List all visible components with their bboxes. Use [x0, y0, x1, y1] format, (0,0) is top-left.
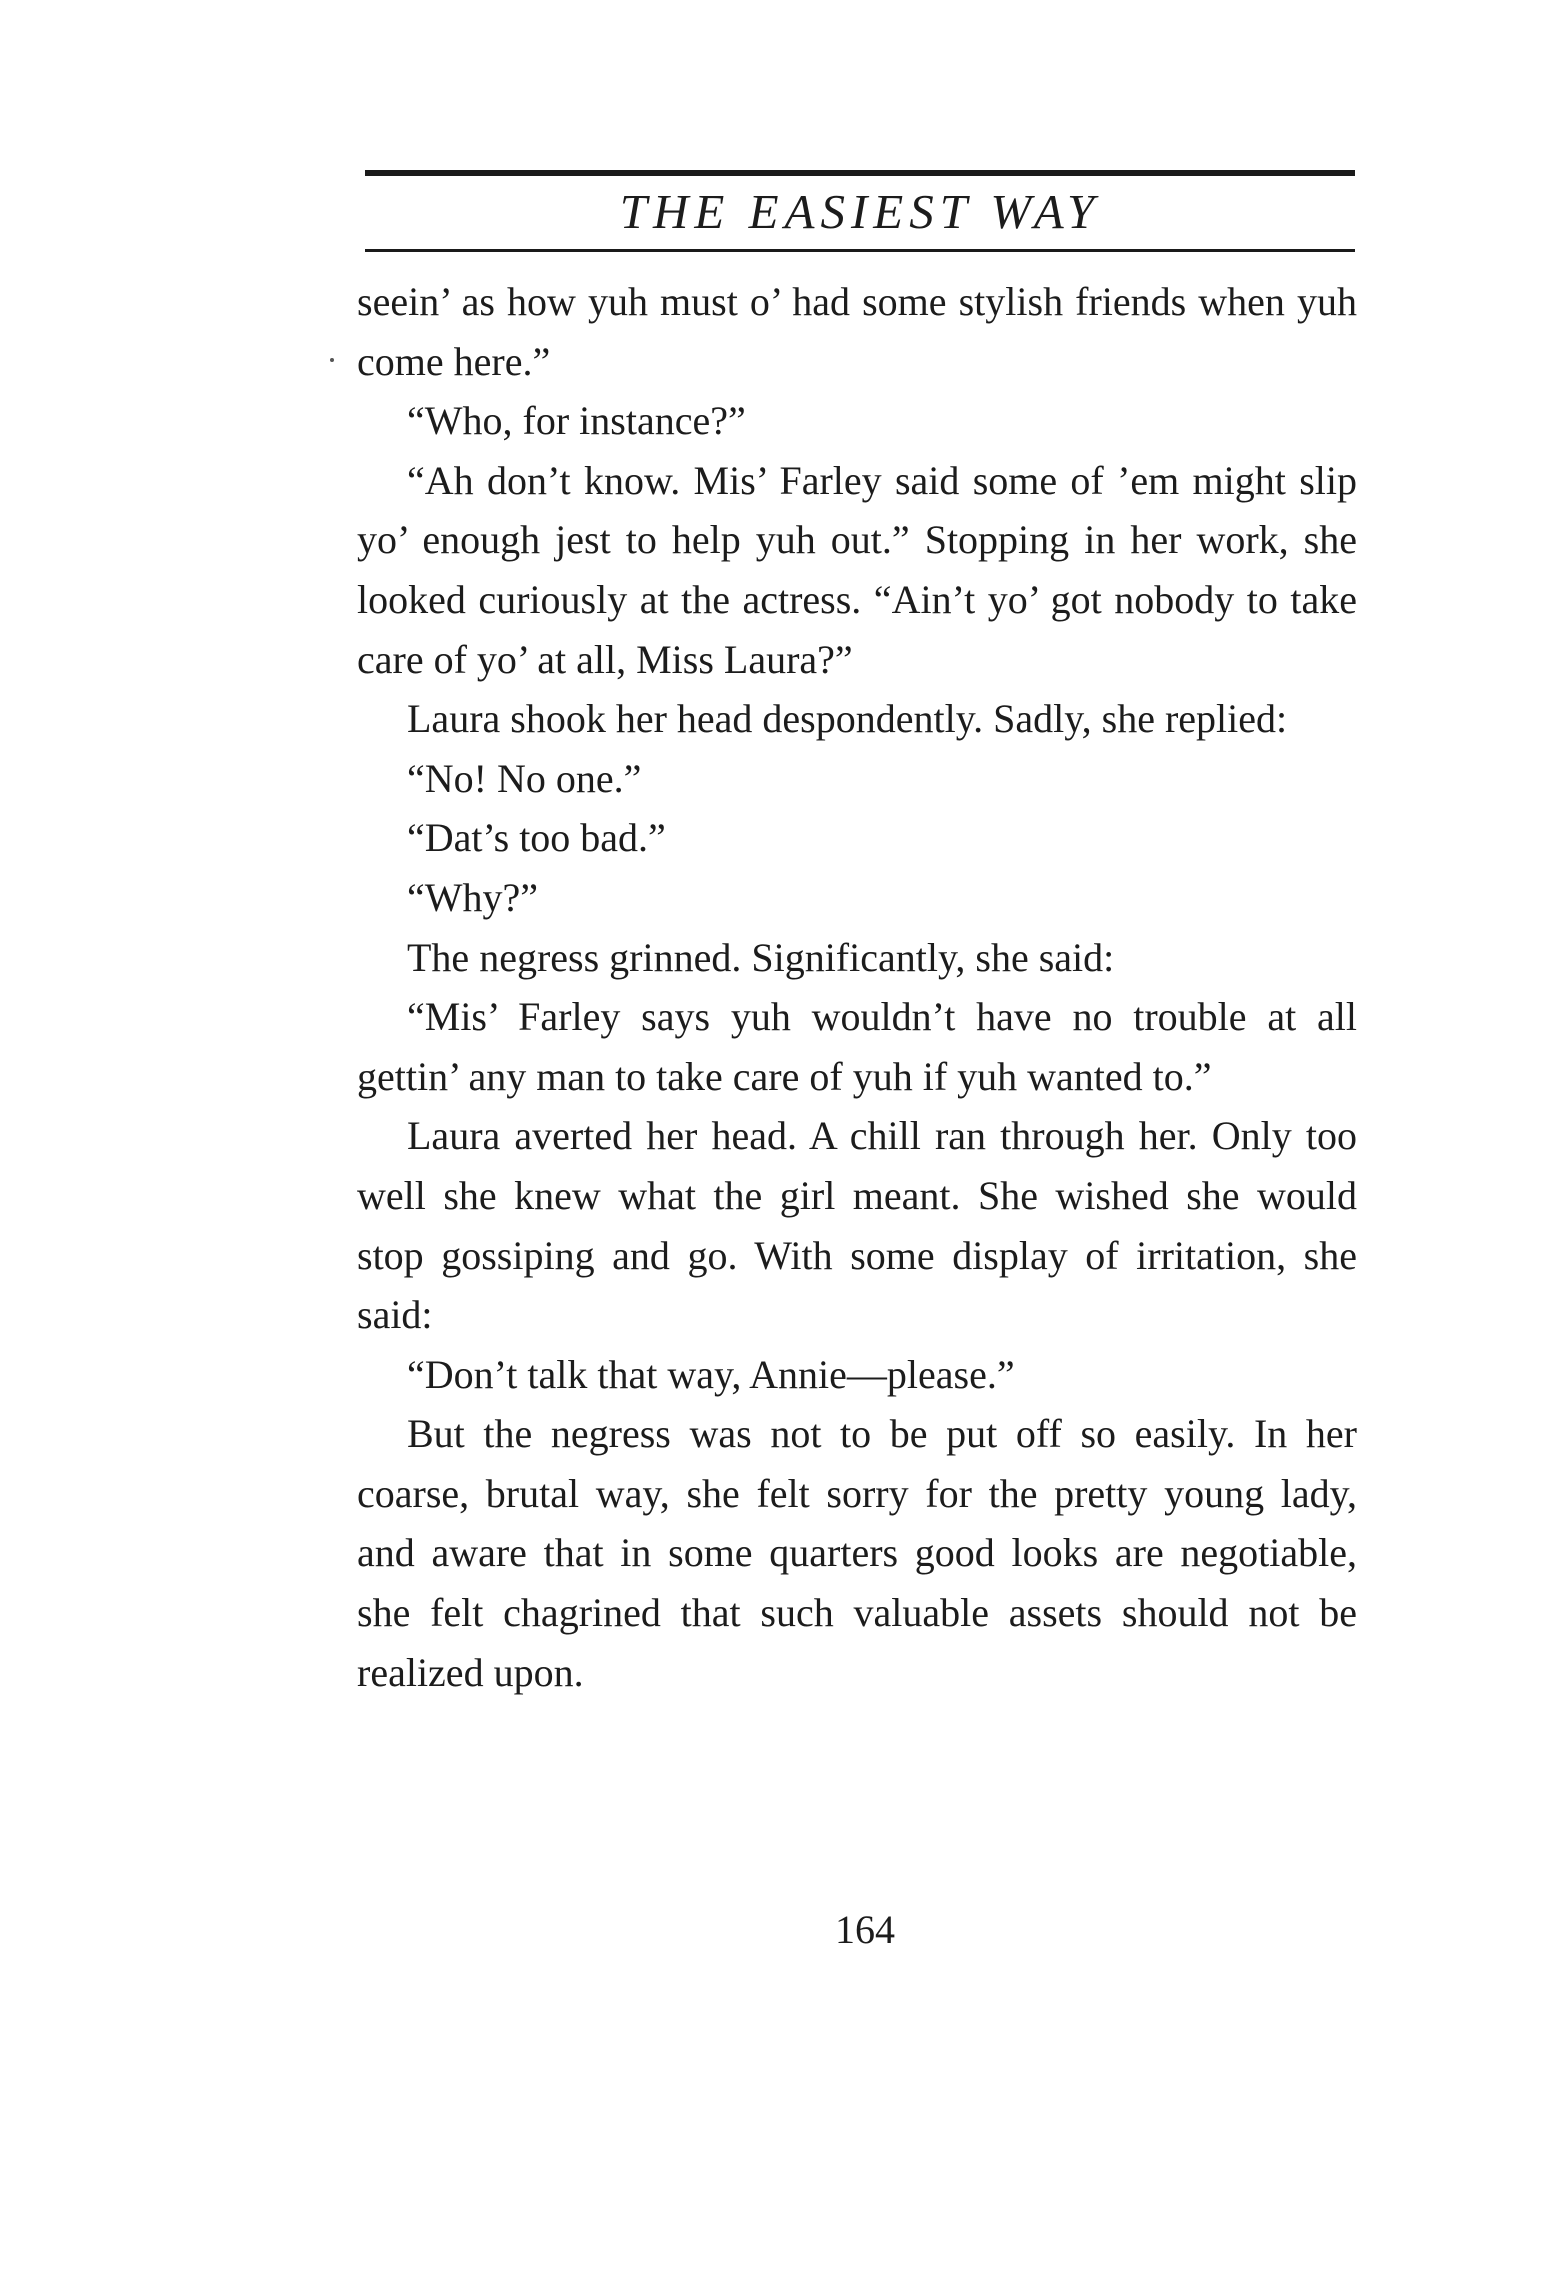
paragraph: Laura averted her head. A chill ran through her. Only too well she knew what the girl meant. She wished she would stop gossiping and go. With some display of irritation, she said:	[357, 1113, 1357, 1338]
margin-speck	[330, 358, 334, 362]
paragraph: “Dat’s too bad.”	[407, 815, 666, 861]
header-rule-top	[365, 170, 1355, 176]
paragraph: “Why?”	[407, 874, 539, 920]
paragraph: “No! No one.”	[407, 755, 642, 801]
paragraph: Laura shook her head despondently. Sadly, she replied:	[407, 696, 1288, 742]
paragraph: “Ah don’t know. Mis’ Farley said some of ’em might slip yo’ enough jest to help yuh out.” Stopping in her work, she looked curiously at the actress. “Ain’t yo’ got nobody to take care of yo’ at all, Miss Laura?”	[357, 457, 1357, 682]
running-title: THE EASIEST WAY	[619, 184, 1101, 239]
body-text	[357, 272, 1357, 1702]
paragraph: The negress grinned. Significantly, she said:	[407, 934, 1115, 980]
paragraph: “Who, for instance?”	[407, 398, 746, 444]
paragraph: seein’ as how yuh must o’ had some stylish friends when yuh come here.”	[357, 279, 1357, 384]
header-rule-bottom	[365, 249, 1355, 252]
paragraph: “Mis’ Farley says yuh wouldn’t have no trouble at all gettin’ any man to take care of yuh if yuh wanted to.”	[357, 994, 1357, 1099]
page-number: 164	[835, 1907, 895, 1952]
paragraph: “Don’t talk that way, Annie—please.”	[407, 1351, 1015, 1397]
paragraph: But the negress was not to be put off so easily. In her coarse, brutal way, she felt sorry for the pretty young lady, and aware that in some quarters good looks are negotiable, she felt chagrined that such valuable assets should not be realized upon.	[357, 1411, 1357, 1695]
